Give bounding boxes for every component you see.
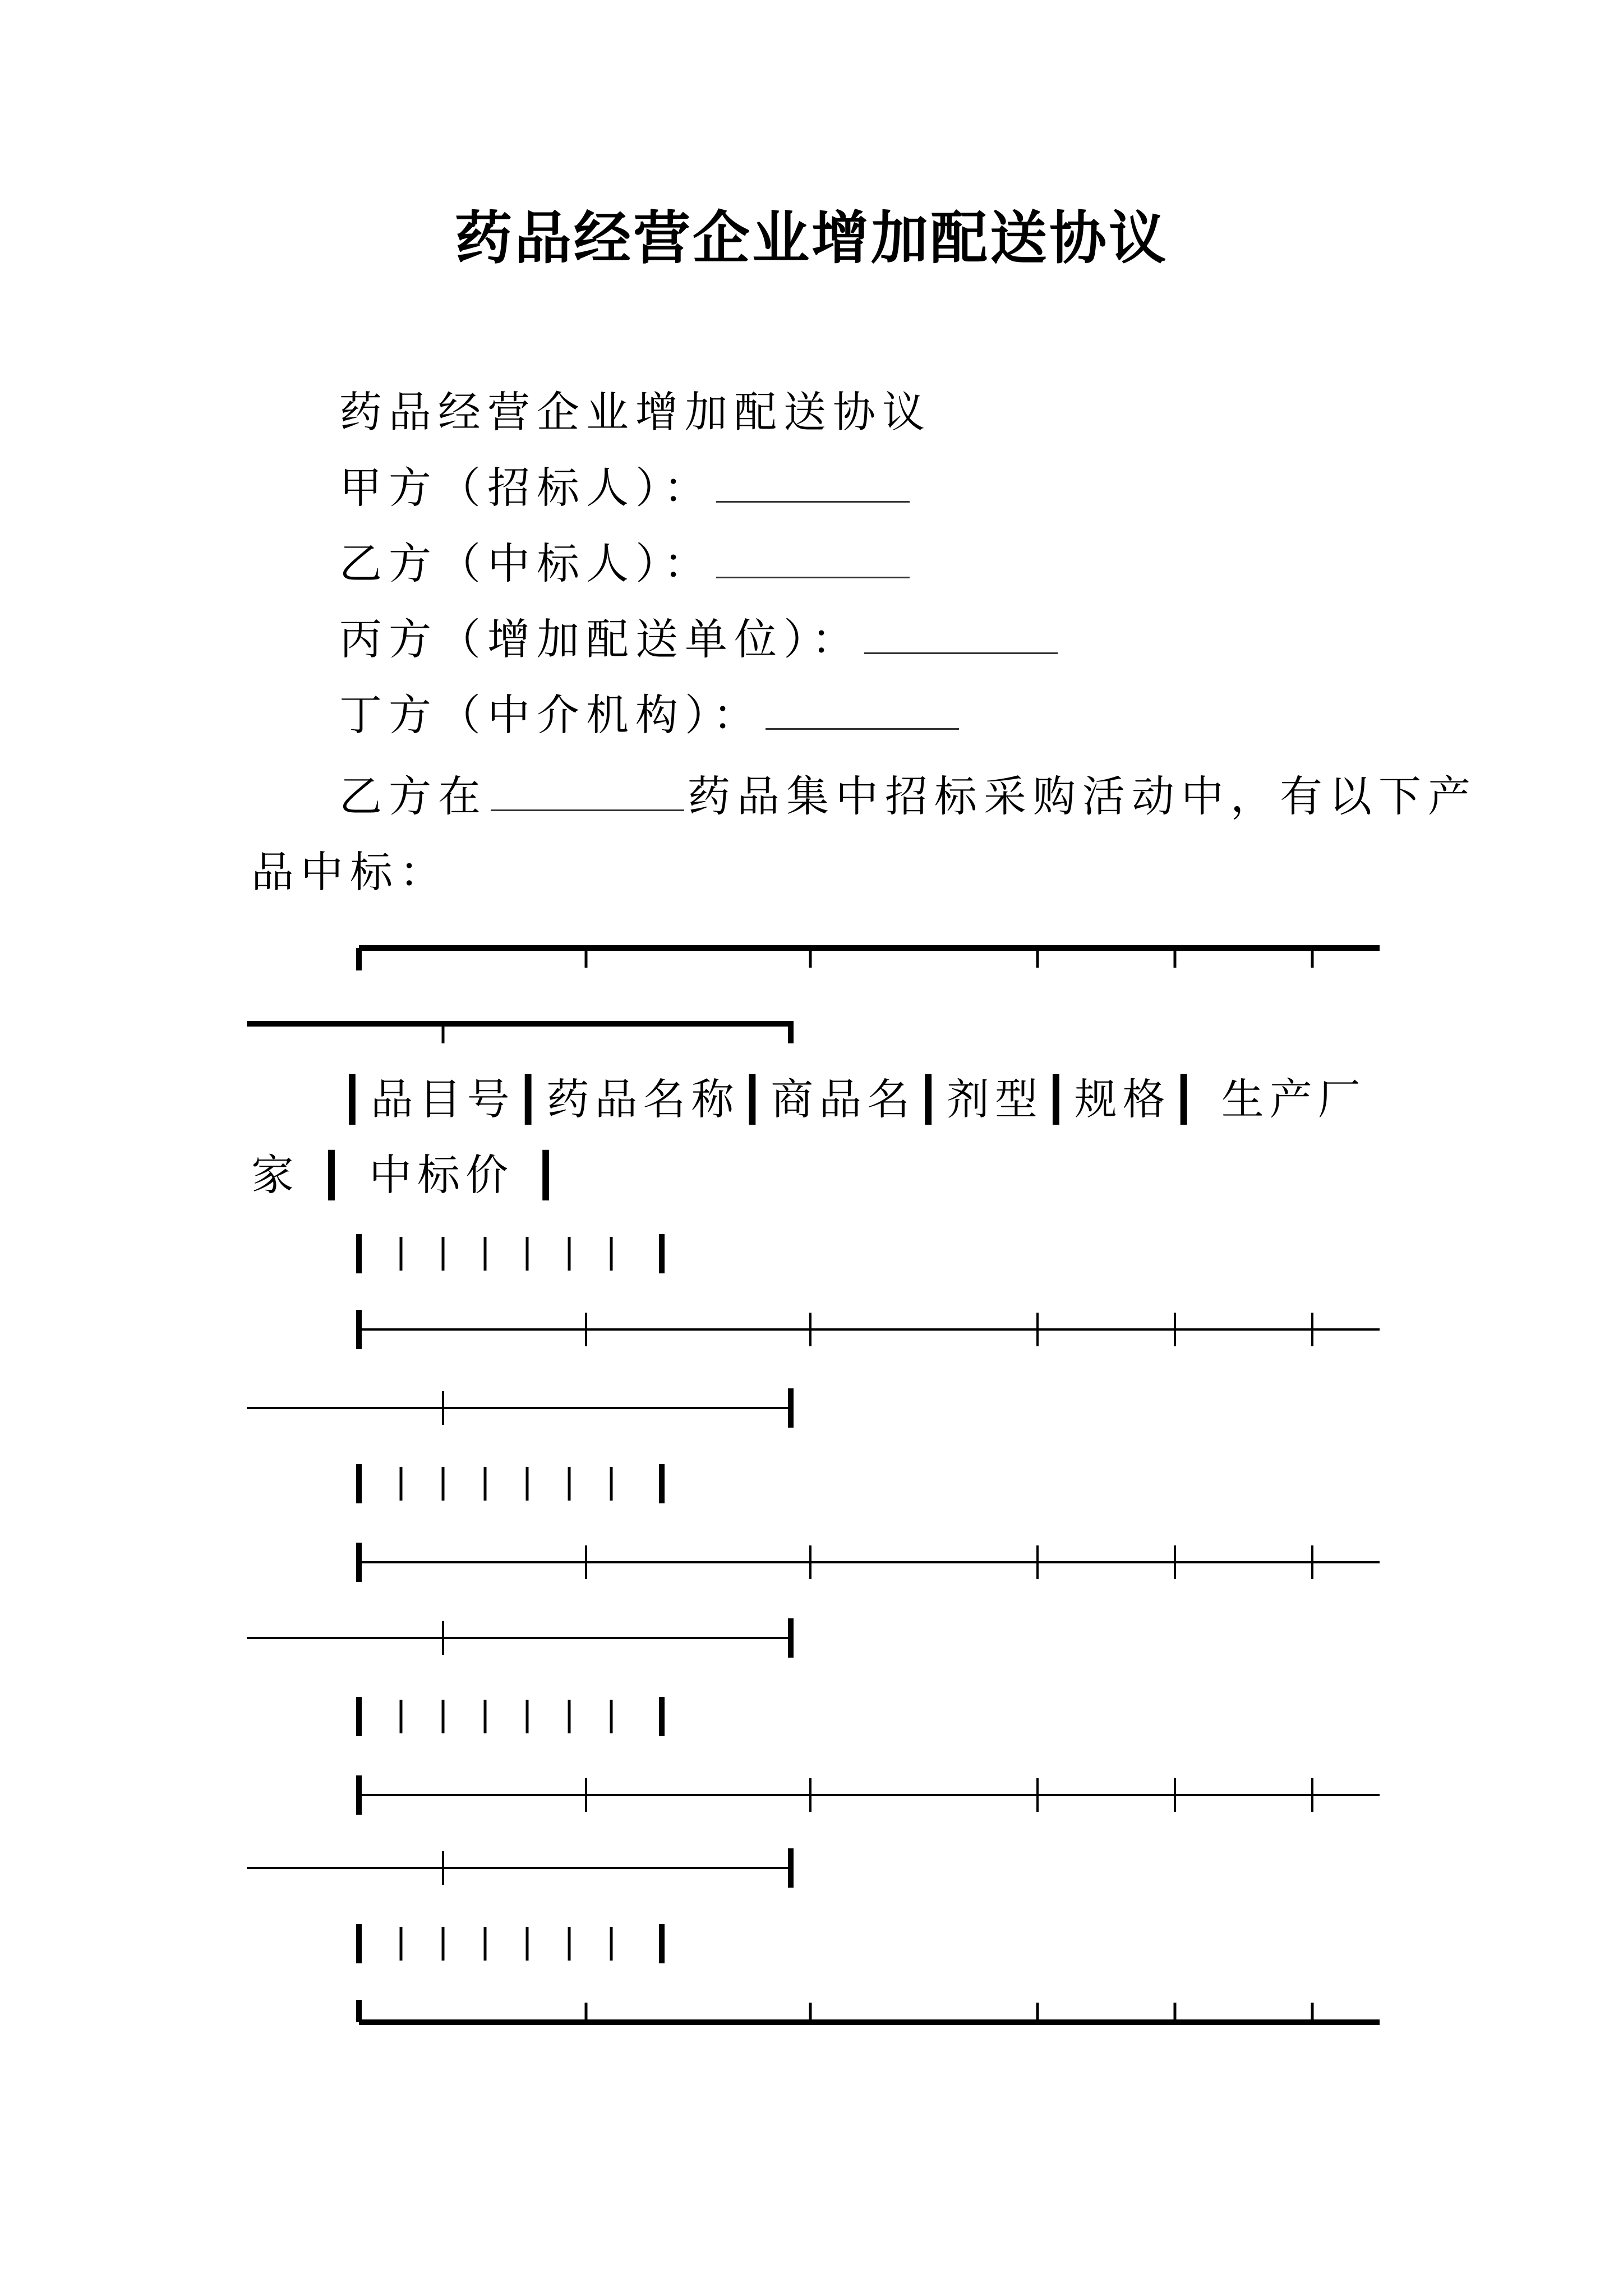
table-divider-3	[247, 1775, 1380, 1888]
party-b-label: 乙方（中标人）：	[339, 539, 713, 588]
paragraph-start: 乙方在	[339, 771, 487, 821]
party-d-label: 丁方（中介机构）：	[339, 690, 762, 740]
table-header-row: ┃品目号┃药品名称┃商品名┃剂型┃规格┃ 生产厂	[339, 1074, 1366, 1124]
table-bottom-border	[359, 2000, 1380, 2022]
table-row-bars-2	[359, 1464, 662, 1503]
paragraph-line-2: 品中标：	[251, 847, 449, 897]
table-top-border	[247, 948, 1380, 1043]
party-c-label: 丙方（增加配送单位）：	[339, 614, 861, 664]
table-row-bars-4	[359, 1924, 662, 1963]
document-title: 药品经营企业增加配送协议	[455, 205, 1168, 272]
table-header-row-wrap: 家 ┃ 中标价 ┃	[251, 1150, 564, 1200]
paragraph-rest: 药品集中招标采购活动中，有以下产	[688, 771, 1477, 821]
table-row-bars-3	[359, 1697, 662, 1736]
party-a-label: 甲方（招标人）：	[339, 463, 713, 513]
table-divider-1	[247, 1310, 1380, 1428]
table-row-bars-1	[359, 1234, 662, 1273]
agreement-subtitle: 药品经营企业增加配送协议	[339, 387, 932, 437]
table-divider-2	[247, 1543, 1380, 1658]
